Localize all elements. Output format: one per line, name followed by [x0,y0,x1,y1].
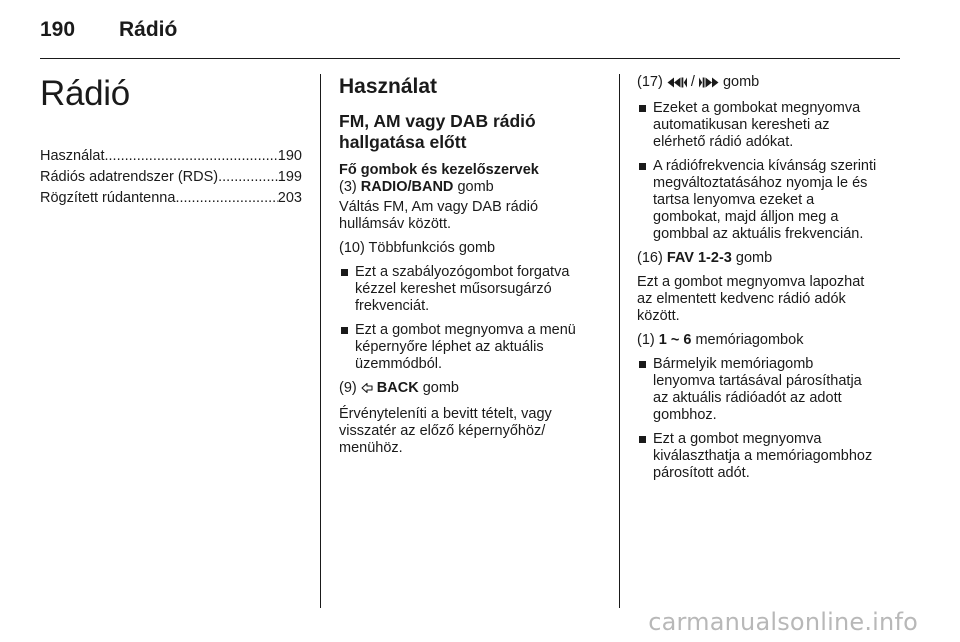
toc-entry-page: 190 [277,148,302,164]
text-line: megváltoztatásához nyomja le és [653,175,868,191]
bullet-item [637,356,905,424]
text-line: tartsa lenyomva ezeket a [653,192,815,208]
bullet-square-icon [341,327,348,334]
text-line: kiválaszthatja a memóriagombhoz [653,448,873,464]
seek-forward-icon [699,76,719,93]
text-line: Érvényteleníti a bevitt tételt, vagy [339,406,552,422]
controls-heading: Fő gombok és kezelőszervek [339,162,539,178]
multifunction-heading: (10) Többfunkciós gomb [339,240,496,256]
bullet-item [339,264,603,315]
seek-separator: / [690,74,695,90]
seek-heading [637,74,905,93]
fav-heading [637,250,905,267]
bullet-square-icon [341,269,348,276]
radio-band-key: RADIO/BAND [360,179,454,195]
key-suffix: memóriagombok [695,332,804,348]
text-line: párosított adót. [653,465,750,481]
back-description [339,406,603,457]
text-line: Ezeket a gombokat megnyomva [653,100,861,116]
subsection-title-line: hallgatása előtt [339,132,467,152]
watermark: carmanualsonline.info [648,608,918,636]
key-suffix: gomb [422,380,459,396]
toc-entry[interactable] [40,167,302,188]
text-line: automatikusan keresheti az [653,117,830,133]
header-rule [40,58,900,59]
callout-number: (1) [637,332,655,348]
toc-entry[interactable] [40,188,302,209]
running-title: Rádió [119,18,178,41]
toc-entry-label: Használat [40,148,105,164]
text-line: frekvenciát. [355,298,430,314]
text-line: Ezt a szabályozógombot forgatva [355,264,570,280]
back-key: BACK [376,380,419,396]
fav-description [637,274,905,325]
bullet-item [637,158,905,243]
fav-key: FAV 1-2-3 [666,250,732,266]
text-line: elérhető rádió adókat. [653,134,794,150]
text-line: az aktuális rádióadót az adott [653,390,842,406]
text-line: Bármelyik memóriagomb [653,356,814,372]
key-suffix: gomb [457,179,494,195]
toc-entry-label: Rögzített rúdantenna [40,190,176,206]
toc-entry-page: 203 [277,190,302,206]
column-divider-2 [619,74,620,608]
callout-number: (3) [339,179,357,195]
toc-entry-label: Rádiós adatrendszer (RDS) [40,169,219,185]
memory-heading [637,332,905,349]
back-arrow-icon [361,382,373,399]
subsection-title [339,111,603,153]
text-line: Ezt a gombot megnyomva a menü [355,322,576,338]
text-line: lenyomva tartásával párosíthatja [653,373,862,389]
text-line: között. [637,308,680,324]
text-line: hullámsáv között. [339,216,452,232]
toc-leader-dots [218,167,278,188]
bullet-item [637,431,905,482]
text-line: Váltás FM, Am vagy DAB rádió [339,199,539,215]
radio-band-heading [339,179,603,196]
text-line: visszatér az előző képernyőhöz/ [339,423,546,439]
back-heading [339,380,603,399]
usage-column [339,74,603,464]
text-line: kézzel kereshet műsorsugárzó [355,281,552,297]
callout-number: (17) [637,74,663,90]
text-line: gombbal az aktuális frekvencián. [653,226,864,242]
bullet-square-icon [639,361,646,368]
key-suffix: gomb [722,74,760,90]
text-line: üzemmódból. [355,356,443,372]
radio-band-description [339,199,603,233]
bullet-square-icon [639,105,646,112]
toc-entry[interactable] [40,146,302,167]
text-line: Ezt a gombot megnyomva lapozhat [637,274,865,290]
text-line: az elmentett kedvenc rádió adók [637,291,846,307]
callout-number: (16) [637,250,663,266]
page-header [40,18,920,48]
section-title: Használat [339,75,438,98]
toc-entry-page: 199 [277,169,302,185]
text-line: A rádiófrekvencia kívánság szerinti [653,158,877,174]
page-number: 190 [40,18,76,41]
bullet-square-icon [639,163,646,170]
text-line: képernyőre léphet az aktuális [355,339,544,355]
subsection-title-line: FM, AM vagy DAB rádió [339,111,536,131]
text-line: gombokat, majd álljon meg a [653,209,839,225]
key-suffix: gomb [735,250,773,266]
text-line: gombhoz. [653,407,717,423]
callout-number: (9) [339,380,357,396]
toc-leader-dots [104,146,277,167]
bullet-item [637,100,905,151]
chapter-title: Rádió [40,74,130,113]
bullet-item [339,322,603,373]
text-line: Ezt a gombot megnyomva [653,431,822,447]
column-divider-1 [320,74,321,608]
toc-column [40,74,302,209]
toc-list [40,146,302,209]
toc-leader-dots [175,188,277,209]
text-line: menühöz. [339,440,403,456]
memory-key: 1 ~ 6 [658,332,692,348]
seek-back-icon [667,76,687,93]
bullet-square-icon [639,436,646,443]
controls-column [637,74,905,489]
